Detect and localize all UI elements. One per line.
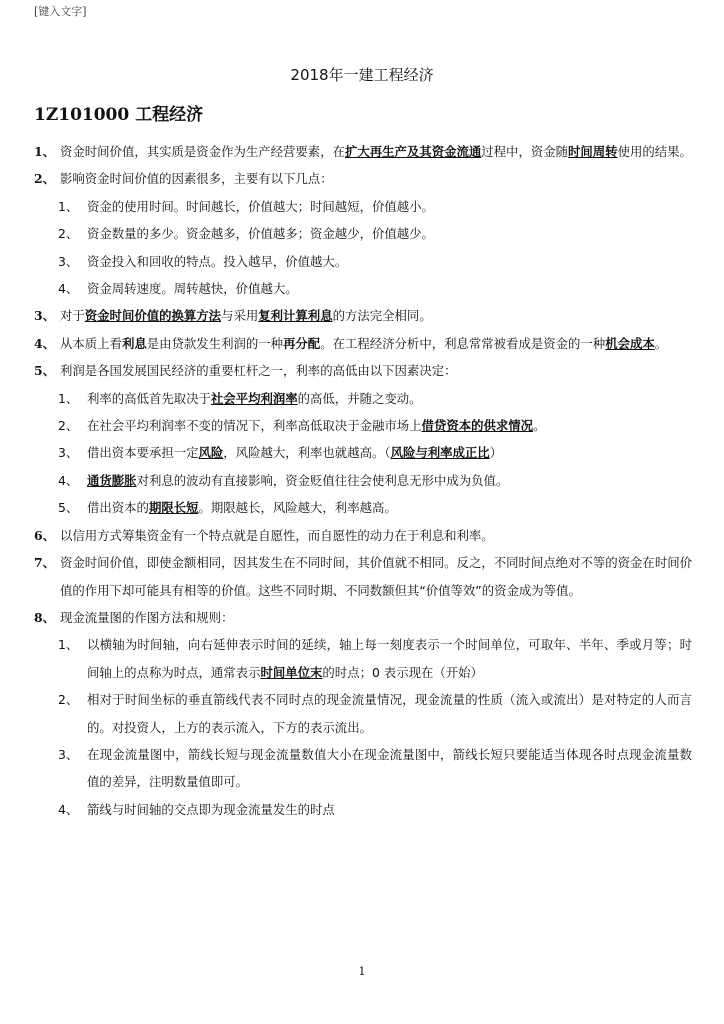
key-term: 社会平均利润率	[210, 390, 298, 406]
sub-item	[34, 385, 692, 412]
text: 资金时间价值，其实质是资金作为生产经营要素，在	[60, 144, 345, 159]
text: 。期限越长，风险越大，利率越高。	[198, 500, 397, 516]
list-item-6	[34, 522, 692, 549]
sub-item	[34, 631, 692, 686]
page-title: 2018年一建工程经济	[290, 66, 434, 84]
text: 相对于时间坐标的垂直箭线代表不同时点的现金流量情况，现金流量的性质（流入或流出）是对特定的人而言的。对投资人，上方的表示流入，下方的表示流出。	[87, 692, 692, 735]
key-term: 资金时间价值的换算方法	[84, 308, 222, 324]
text: 资金周转速度。周转越快，价值越大。	[87, 281, 298, 297]
text: 使用的结果。	[617, 144, 692, 159]
text: 影响资金时间价值的因素很多，主要有以下几点：	[60, 171, 333, 187]
key-term: 风险	[198, 445, 224, 461]
list-item-2	[34, 165, 692, 192]
document-body	[34, 138, 692, 823]
key-term: 期限长短	[148, 500, 199, 516]
list-item-5	[34, 357, 692, 384]
text: 资金的使用时间。时间越长，价值越大；时间越短，价值越小。	[87, 198, 434, 214]
text: 资金时间价值，即使金额相同，因其发生在不同时间，其价值就不相同。反之，不同时间点绝对不等的资金在时间价值的作用下却可能具有相等的价值。这些不同时期、不同数额但其“价值等效”的资金成为等值。	[60, 555, 692, 598]
key-term: 机会成本	[605, 335, 655, 351]
sub-item	[34, 467, 692, 494]
text: 。	[654, 335, 668, 351]
text: 借出资本的	[87, 500, 149, 516]
sub-item	[34, 412, 692, 439]
list-item-3	[34, 302, 692, 329]
sub-item-number: 3、	[58, 445, 79, 461]
text: 以横轴为时间轴，向右延伸表示时间的延续，轴上每一刻度表示一个时间单位，可取年、半年、季或月等；时间轴上的点称为时点，通常表示	[87, 637, 692, 680]
list-item-1	[34, 138, 692, 165]
text: ，风险越大，利率也就越高。（	[223, 445, 391, 461]
item-number: 1、	[34, 144, 56, 159]
text: 过程中，资金随	[481, 144, 569, 159]
list-item-7	[34, 549, 692, 604]
sub-item-number: 4、	[58, 472, 79, 488]
sub-item	[34, 494, 692, 521]
list-item-4	[34, 330, 692, 357]
key-term: 扩大再生产及其资金流通	[344, 144, 482, 159]
sub-item-number: 2、	[58, 418, 79, 434]
text: 在现金流量图中，箭线长短与现金流量数值大小在现金流量图中，箭线长短只要能适当体现各时点现金流量数值的差异，注明数量值即可。	[87, 746, 692, 790]
key-term: 复利计算利息	[258, 308, 333, 324]
sub-item-number: 2、	[58, 226, 79, 242]
text: 。	[533, 418, 546, 434]
list-item-8	[34, 604, 692, 631]
sub-item-number: 2、	[58, 692, 79, 708]
text: 的高低，并随之变动。	[297, 390, 422, 406]
sub-item	[34, 439, 692, 466]
text: 的方法完全相同。	[332, 308, 432, 324]
sub-item	[34, 275, 692, 302]
text: 借出资本要承担一定	[87, 445, 199, 461]
text: 与采用	[221, 308, 259, 324]
item-number: 3、	[34, 308, 56, 324]
sub-item-number: 1、	[58, 390, 79, 406]
text: 从本质上看	[60, 335, 122, 351]
text: 现金流量图的作图方法和规则：	[60, 609, 234, 625]
bold-term: 再分配	[283, 335, 321, 351]
text: 箭线与时间轴的交点即为现金流量发生的时点	[87, 801, 335, 817]
section-heading: 1Z101000 工程经济	[34, 105, 204, 125]
text: 利润是各国发展国民经济的重要杠杆之一，利率的高低由以下因素决定：	[60, 363, 457, 379]
bold-term: 利息	[121, 335, 147, 351]
text: 对利息的波动有直接影响，资金贬值往往会使利息无形中成为负值。	[136, 472, 509, 488]
text: 对于	[60, 308, 85, 324]
sub-item	[34, 796, 692, 823]
sub-item-number: 4、	[58, 801, 79, 817]
sub-item	[34, 686, 692, 741]
item-number: 2、	[34, 171, 56, 187]
key-term: 通货膨胀	[87, 472, 137, 488]
header-placeholder: [键入文字]	[34, 5, 87, 18]
sub-item	[34, 193, 692, 220]
sub-item-number: 3、	[58, 253, 79, 269]
text: ）	[489, 445, 503, 461]
sub-item-number: 1、	[58, 198, 79, 214]
text: 利率的高低首先取决于	[87, 390, 211, 406]
page-number: 1	[358, 965, 366, 978]
item-number: 4、	[34, 335, 56, 351]
key-term: 时间周转	[568, 144, 618, 159]
key-term: 时间单位末	[260, 664, 323, 680]
text: 的时点；0 表示现在（开始）	[322, 664, 483, 680]
key-term: 风险与利率成正比	[390, 445, 490, 461]
sub-item	[34, 741, 692, 796]
text: 是由贷款发生利润的一种	[146, 335, 284, 351]
sub-item-number: 4、	[58, 281, 79, 297]
sub-item-number: 3、	[58, 746, 79, 762]
text: 资金数量的多少。资金越多，价值越多；资金越少，价值越少。	[87, 226, 434, 242]
sub-item-number: 5、	[58, 500, 79, 516]
text: 资金投入和回收的特点。投入越早，价值越大。	[87, 253, 348, 269]
text: 以信用方式筹集资金有一个特点就是自愿性，而自愿性的动力在于利息和利率。	[60, 527, 494, 543]
item-number: 5、	[34, 363, 56, 379]
key-term: 借贷资本的供求情况	[421, 418, 534, 434]
sub-item-number: 1、	[58, 637, 79, 653]
item-number: 8、	[34, 609, 56, 625]
sub-item	[34, 220, 692, 247]
sub-item	[34, 248, 692, 275]
item-number: 6、	[34, 527, 56, 543]
text: 。在工程经济分析中，利息常常被看成是资金的一种	[320, 335, 606, 351]
item-number: 7、	[34, 555, 56, 571]
text: 在社会平均利润率不变的情况下，利率高低取决于金融市场上	[87, 418, 422, 434]
